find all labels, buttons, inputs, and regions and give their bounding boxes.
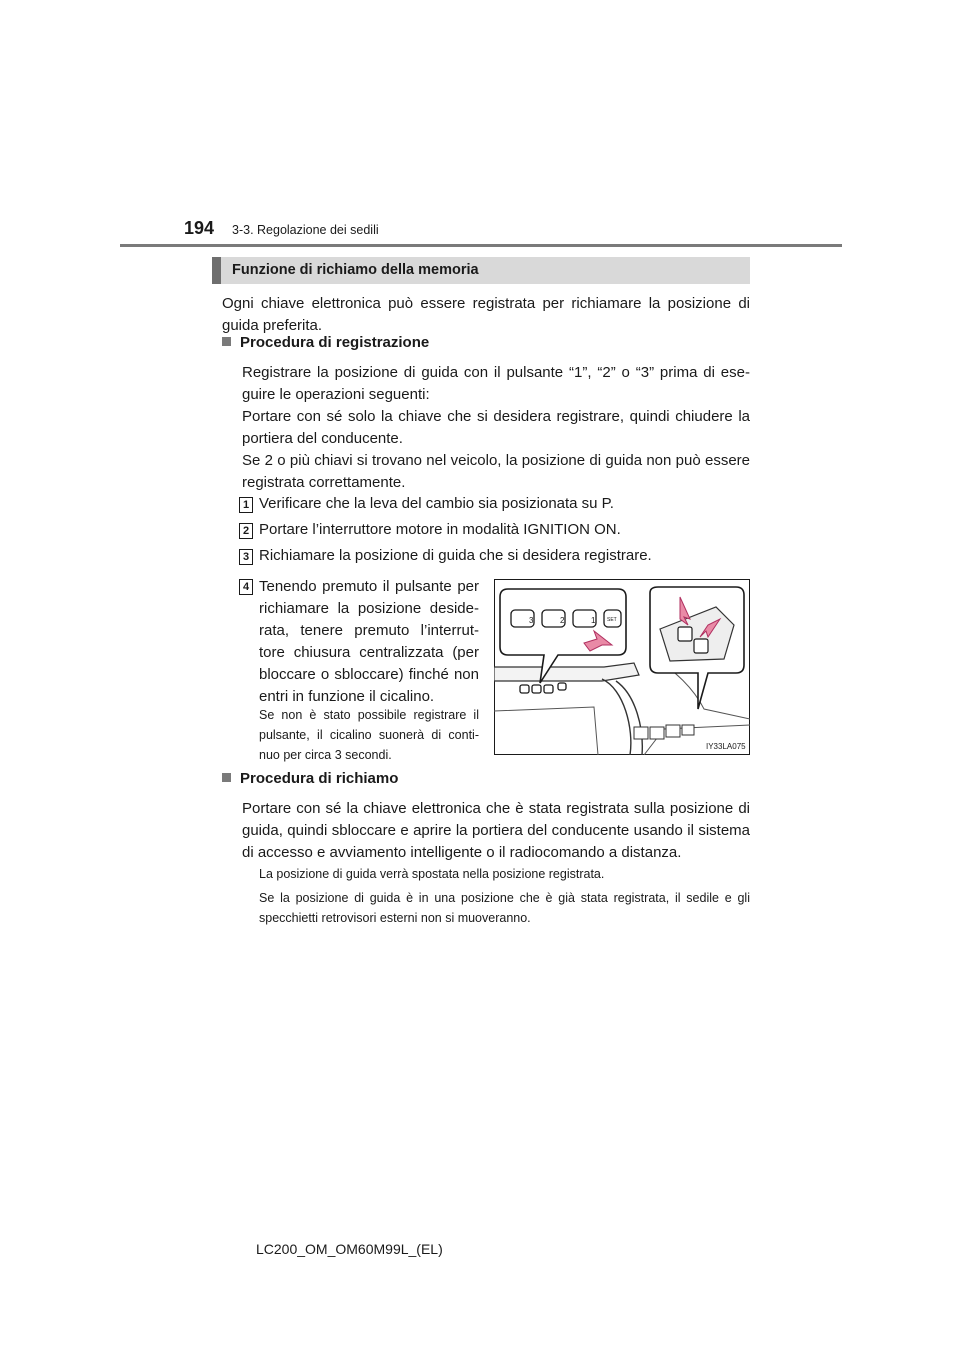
step-text: Tenendo premuto il pulsante per richiamare la posizione deside-rata, tenere premuto l’interrut-tore chiusura centralizzata (per bloccare o sbloccare) finché non entri in funzione il cicalino.: [259, 578, 479, 705]
step-number: 4: [239, 579, 253, 595]
registration-heading: [222, 334, 429, 351]
step-number: 3: [239, 549, 253, 565]
recall-note-1: La posizione di guida verrà spostata nella posizione registrata.: [259, 867, 605, 881]
bullet-square-icon: [222, 337, 231, 346]
header-rule: [120, 244, 842, 247]
registration-paragraph-3: Se 2 o più chiavi si trovano nel veicolo, la posizione di guida non può essere registrata correttamente.: [242, 452, 750, 491]
recall-heading: [222, 770, 398, 787]
section-title: 3-3. Regolazione dei sedili: [232, 223, 379, 237]
page-number: 194: [184, 218, 215, 238]
registration-paragraph-1: Registrare la posizione di guida con il pulsante “1”, “2” o “3” prima di ese-guire le operazioni seguenti:: [242, 364, 750, 403]
step-number: 1: [239, 497, 253, 513]
memory-button-1-label: 1: [591, 616, 596, 625]
recall-paragraph: Portare con sé la chiave elettronica che è stata registrata sulla posizione di guida, quindi sbloccare e aprire la portiera del conducente usando il sistema di accesso e avviamento intelligente o il radiocomando a distanza.: [242, 800, 750, 861]
memory-switch-illustration: [494, 579, 750, 755]
step-number: 2: [239, 523, 253, 539]
figure-code: IY33LA075: [706, 742, 746, 751]
bullet-square-icon: [222, 773, 231, 782]
section-heading-bar: [212, 257, 750, 284]
registration-paragraph-2: Portare con sé solo la chiave che si desidera registrare, quindi chiudere la portiera del conducente.: [242, 408, 750, 447]
registration-heading-text: Procedura di registrazione: [240, 334, 430, 351]
section-heading: Funzione di richiamo della memoria: [232, 262, 479, 278]
set-button-label: SET: [607, 617, 617, 623]
memory-button-3-label: 3: [529, 616, 534, 625]
step-text: Richiamare la posizione di guida che si desidera registrare.: [259, 547, 652, 564]
recall-note-2: Se la posizione di guida è in una posizione che è già stata registrata, il sedile e gli specchietti retrovisori esterni non si muoveranno.: [259, 891, 750, 925]
step-note: Se non è stato possibile registrare il pulsante, il cicalino suonerà di conti-nuo per circa 3 secondi.: [259, 708, 479, 762]
memory-button-2-label: 2: [560, 616, 565, 625]
step-text: Verificare che la leva del cambio sia posizionata su P.: [259, 495, 614, 512]
step-text: Portare l’interruttore motore in modalità IGNITION ON.: [259, 521, 621, 538]
footer-doc-code: LC200_OM_OM60M99L_(EL): [256, 1241, 443, 1257]
recall-heading-text: Procedura di richiamo: [240, 770, 399, 787]
intro-paragraph: Ogni chiave elettronica può essere registrata per richiamare la posizione di guida preferita.: [222, 295, 750, 334]
